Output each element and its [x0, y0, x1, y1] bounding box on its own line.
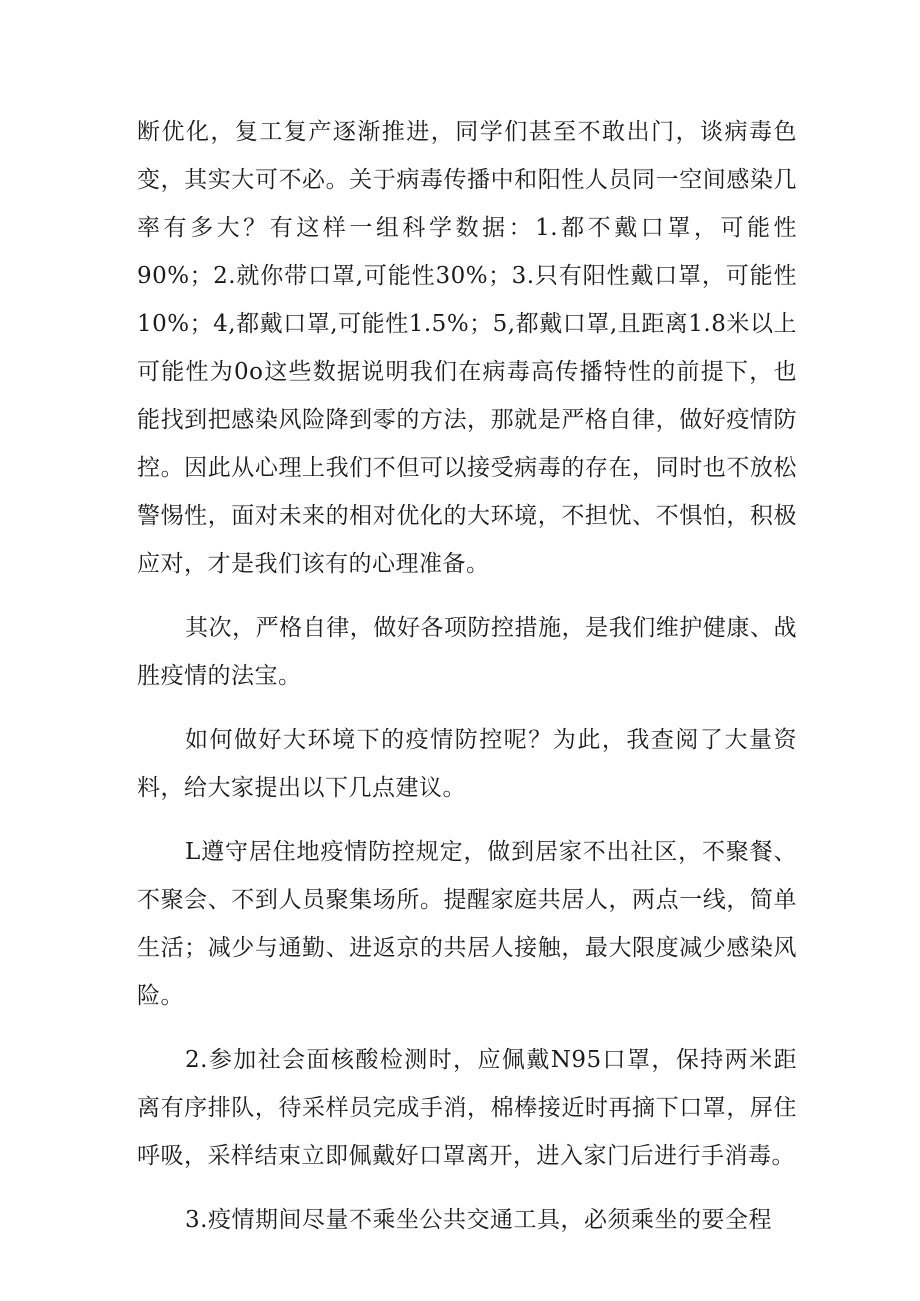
paragraph-3: 如何做好大环境下的疫情防控呢？为此，我查阅了大量资料，给大家提出以下几点建议。 — [137, 727, 797, 801]
paragraph-2: 其次，严格自律，做好各项防控措施，是我们维护健康、战胜疫情的法宝。 — [137, 615, 797, 689]
paragraph-4: L遵守居住地疫情防控规定，做到居家不出社区，不聚餐、不聚会、不到人员聚集场所。提醒家庭共居人，两点一线，简单生活；减少与通勤、进返京的共居人接触，最大限度减少感染风险。 — [137, 839, 797, 1009]
paragraph-1: 断优化，复工复产逐渐推进，同学们甚至不敢出门，谈病毒色变，其实大可不必。关于病毒传播中和阳性人员同一空间感染几率有多大？有这样一组科学数据：1.都不戴口罩，可能性90%；2.就你带口罩,可能性30%；3.只有阳性戴口罩，可能性10%；4,都戴口罩,可能性1.5%；5,都戴口罩,且距离1.8米以上可能性为0o这些数据说明我们在病毒高传播特性的前提下，也能找到把感染风险降到零的方法，那就是严格自律，做好疫情防控。因此从心理上我们不但可以接受病毒的存在，同时也不放松警惕性，面对未来的相对优化的大环境，不担忧、不惧怕，积极应对，才是我们该有的心理准备。 — [137, 119, 797, 577]
document-body — [137, 108, 797, 1260]
paragraph-6: 3.疫情期间尽量不乘坐公共交通工具，必须乘坐的要全程 — [185, 1207, 772, 1233]
paragraph-5: 2.参加社会面核酸检测时，应佩戴N95口罩，保持两米距离有序排队，待采样员完成手消，棉棒接近时再摘下口罩，屏住呼吸，采样结束立即佩戴好口罩离开，进入家门后进行手消毒。 — [137, 1047, 797, 1169]
